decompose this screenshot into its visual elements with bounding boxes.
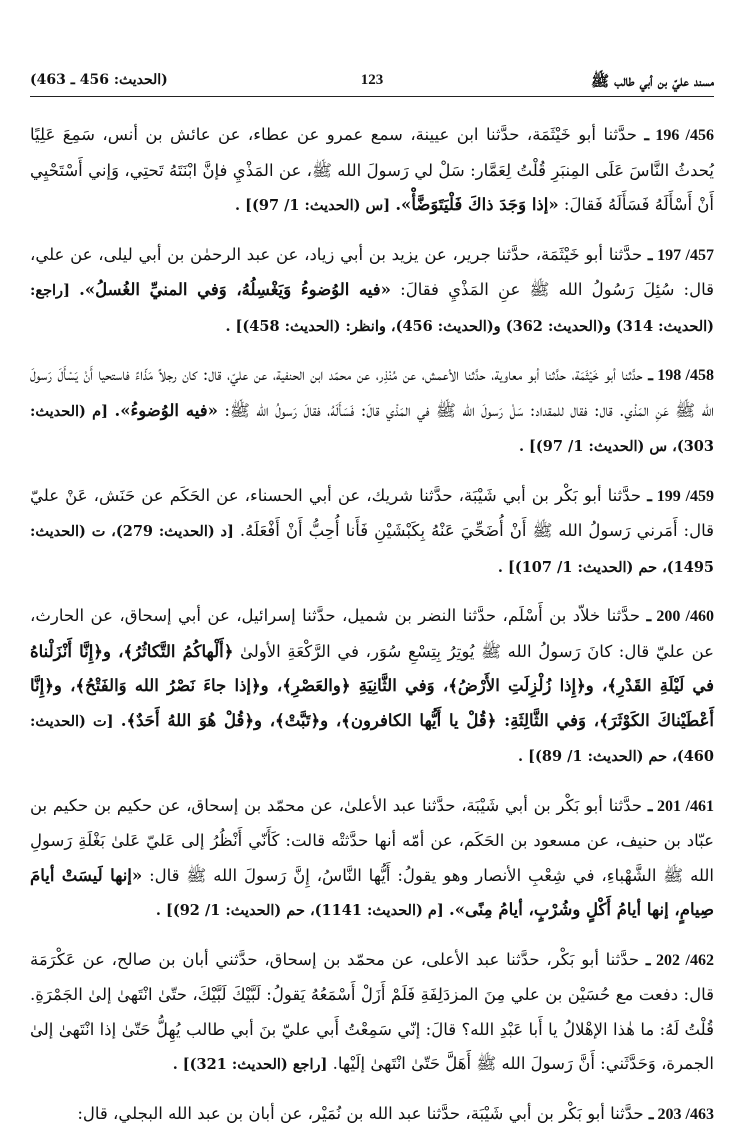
page-number: 123: [360, 72, 384, 88]
hadith-457: [30, 238, 714, 345]
hadith-459: [30, 479, 714, 586]
hadith-text: حدَّثنا أبو بَكْر، حدَّثنا عبد الأعلى، عن محمّد بن إسحاق، حدَّثني أبان بن صالح، عن عَكْرَمَة قال: دفعت مع حُسَيْن بن علي مِنَ المزدَلِفَةِ فَلَمْ أَزَلْ أَسْمَعُهُ يَقولُ: لَبَّيْكَ لَبَّيْكَ، حتّىٰ انْتَهىٰ إلىٰ الجَمْرَةِ. قُلْتُ لَهُ: ما هٰذا الإهْلالُ يا أَبا عَبْدِ الله؟ قالَ: إنّي سَمِعْتُ أَبي عليّ بنَ أبي طالب يُهِلُّ حَتّىٰ إذا انْتَهىٰ إلىٰ الجمرة، وَحَدَّثَني: أَنَّ رَسولَ الله ﷺ أَهَلَّ حَتّىٰ انْتَهىٰ إلَيْها.: [30, 949, 714, 1073]
hadith-range: (الحديث: 456 ـ 463): [30, 72, 168, 88]
book-title: مسند عليّ بن أبي طالب ﷺ: [590, 72, 714, 90]
hadith-number: 463/ 203 ـ: [648, 1105, 714, 1123]
hadith-number: 460/ 200 ـ: [646, 608, 714, 625]
hadith-458: [30, 358, 714, 465]
hadith-reference: [راجع (الحديث: 321)] .: [172, 1056, 328, 1073]
hadith-text: حدَّثنا أبو خَيْثَمَة، حدَّثنا ابن عيينة، سمع عمرو عن عطاء، عن عائش بن أنس، سَمِعَ عَلِيًا يُحدثُ النَّاسَ عَلَى المِنبَرِ قُلْتُ لِعَمَّار: سَلْ لي رَسولَ الله ﷺ، عن المَذْيِ فإنَّ ابْنَتَهُ تَحتِي، وَإني أَسْتَحْيِي أَنْ أَسْأَلَهُ فَسَأَلَهُ فَقالَ:: [30, 125, 714, 214]
hadith-460: [30, 599, 714, 775]
hadith-number: 456/ 196 ـ: [644, 127, 714, 144]
hadith-text: حدَّثنا خلاّد بن أَسْلَم، حدَّثنا النضر بن شميل، حدَّثنا إسرائيل، عن أبي إسحاق، عن الحارث، عن عليّ قال: كانَ رَسولُ الله ﷺ يُوتِرُ بِتِسْعِ سُوَر، في الرَّكْعَةِ الأولىٰ: [30, 606, 715, 661]
hadith-text: حدَّثنا أبو خَيْثَمَة، حدَّثنا أبو معاوية، حدَّثنا الأعمش، عن مُنْذِر، عن محمّد ابن الحنفية، عن عليّ، قال: كان رجلاً مَذّاءً فاستحيا أَنْ يَسْأَلَ رَسولَ الله ﷺ عَنِ المَذْي. قال: فقال للمقداد: سَلْ رَسولَ الله ﷺ في المَذْي قالَ: فَسَأَلَهُ، فقالَ رَسولُ الله ﷺ:: [30, 365, 714, 420]
hadith-matn: «إذا وَجَدَ ذاكَ فَلْيَتَوَضَّأْ».: [395, 195, 559, 214]
page-content: [30, 118, 714, 1146]
hadith-number: 457/ 197 ـ: [647, 246, 715, 264]
hadith-text: حدَّثنا أبو بَكْر بن أبي شَيْبَة، حدَّثنا شريك، عن أبي الحسناء، عن الحَكَم عن حَنَش، عَنْ عليّ قال: أَمَرني رَسولُ الله ﷺ أَنْ أُضَحِّيَ عَنْهُ بِكَبْشَيْنِ فَأَنا أُحِبُّ أَنْ أَفْعَلَهُ.: [30, 485, 715, 540]
hadith-number: 462/ 202 ـ: [645, 951, 714, 969]
hadith-462: [30, 943, 714, 1083]
hadith-reference: [ت (الحديث: 460)، حم (الحديث: 1/ 89)] .: [30, 712, 714, 765]
hadith-reference: [س (الحديث: 1/ 97)] .: [235, 197, 391, 214]
hadith-number: 461/ 201 ـ: [647, 797, 714, 815]
hadith-reference: [راجع: (الحديث: 314) و(الحديث: 362) و(الحديث: 456)، وانظر: (الحديث: 458)] .: [30, 282, 714, 335]
hadith-reference: [م (الحديث: 303)، س (الحديث: 1/ 97)] .: [30, 402, 714, 455]
hadith-matn: «إنها لَيسَتْ أيامَ صِيامٍ، إنها أيامُ أَكْلٍ وشُرْبٍ، أيامُ مِنًى».: [30, 865, 714, 919]
hadith-number: 458/ 198 ـ: [648, 367, 714, 384]
hadith-text: حدَّثنا أبو بَكْر بن أبي شَيْبَة، حدَّثنا عبد الله بن نُمَيْر، عن أبان بن عبد الله البجلي، قال:: [77, 1103, 644, 1123]
hadith-number: 459/ 199 ـ: [647, 487, 715, 505]
hadith-text: حدَّثنا أبو خَيْثَمَة، حدَّثنا جرير، عن يزيد بن أبي زياد، عن عبد الرحمٰن بن أبي ليلى، عن علي، قال: سُئِلَ رَسُولُ الله ﷺ عنِ المَذْيِ فقالَ:: [30, 244, 715, 299]
hadith-reference: [د (الحديث: 279)، ت (الحديث: 1495)، حم (الحديث: 1/ 107)] .: [30, 523, 714, 576]
hadith-matn: «فيه الوُضوءُ وَيَغْسِلُهُ، وَفي المنيِّ الغُسلُ».: [79, 280, 391, 299]
hadith-461: [30, 789, 714, 929]
hadith-text: حدَّثنا أبو بَكْر بن أبي شَيْبَة، حدَّثنا عبد الأعلىٰ، عن محمّد بن إسحاق، عن حكيم بن حكيم بن عبّاد بن حنيف، عن مسعود بن الحَكَم، عن أمّه أنها حدَّثتْه قالت: كَأَنّي أَنْظُرُ إلى عَليّ عَلىٰ بَغْلَةِ رَسولِ الله ﷺ الشَّهْباءِ، في شِعْبِ الأنصار وهو يقولُ: أَيُّها النَّاسُ، إِنَّ رَسولَ الله ﷺ قال:: [30, 795, 714, 885]
hadith-reference: [م (الحديث: 1141)، حم (الحديث: 1/ 92)] .: [155, 902, 444, 919]
running-header: [30, 70, 714, 97]
hadith-456: [30, 118, 714, 224]
hadith-matn: «فيه الوُضوءُ».: [114, 400, 218, 420]
hadith-matn: ﴿أَلْهاكُمُ التَّكاثُرُ﴾، و﴿إِنَّا أَنْزَلْناهُ في لَيْلَةِ القَدْرِ﴾، و﴿إِذا زُلْزِلَتِ الأَرْضُ﴾، وَفي الثَّانِيَةِ ﴿والعَصْرِ﴾، و﴿إذا جاءَ نَصْرُ الله وَالفَتْحُ﴾، و﴿إِنَّا أَعْطَيْناكَ الكَوْثَرَ﴾، وَفي الثَّالِثَةِ: ﴿قُلْ يا أَيُّها الكافرون﴾، و﴿تَبَّتْ﴾، و﴿قُلْ هُوَ اللهُ أَحَدٌ﴾.: [30, 641, 714, 730]
